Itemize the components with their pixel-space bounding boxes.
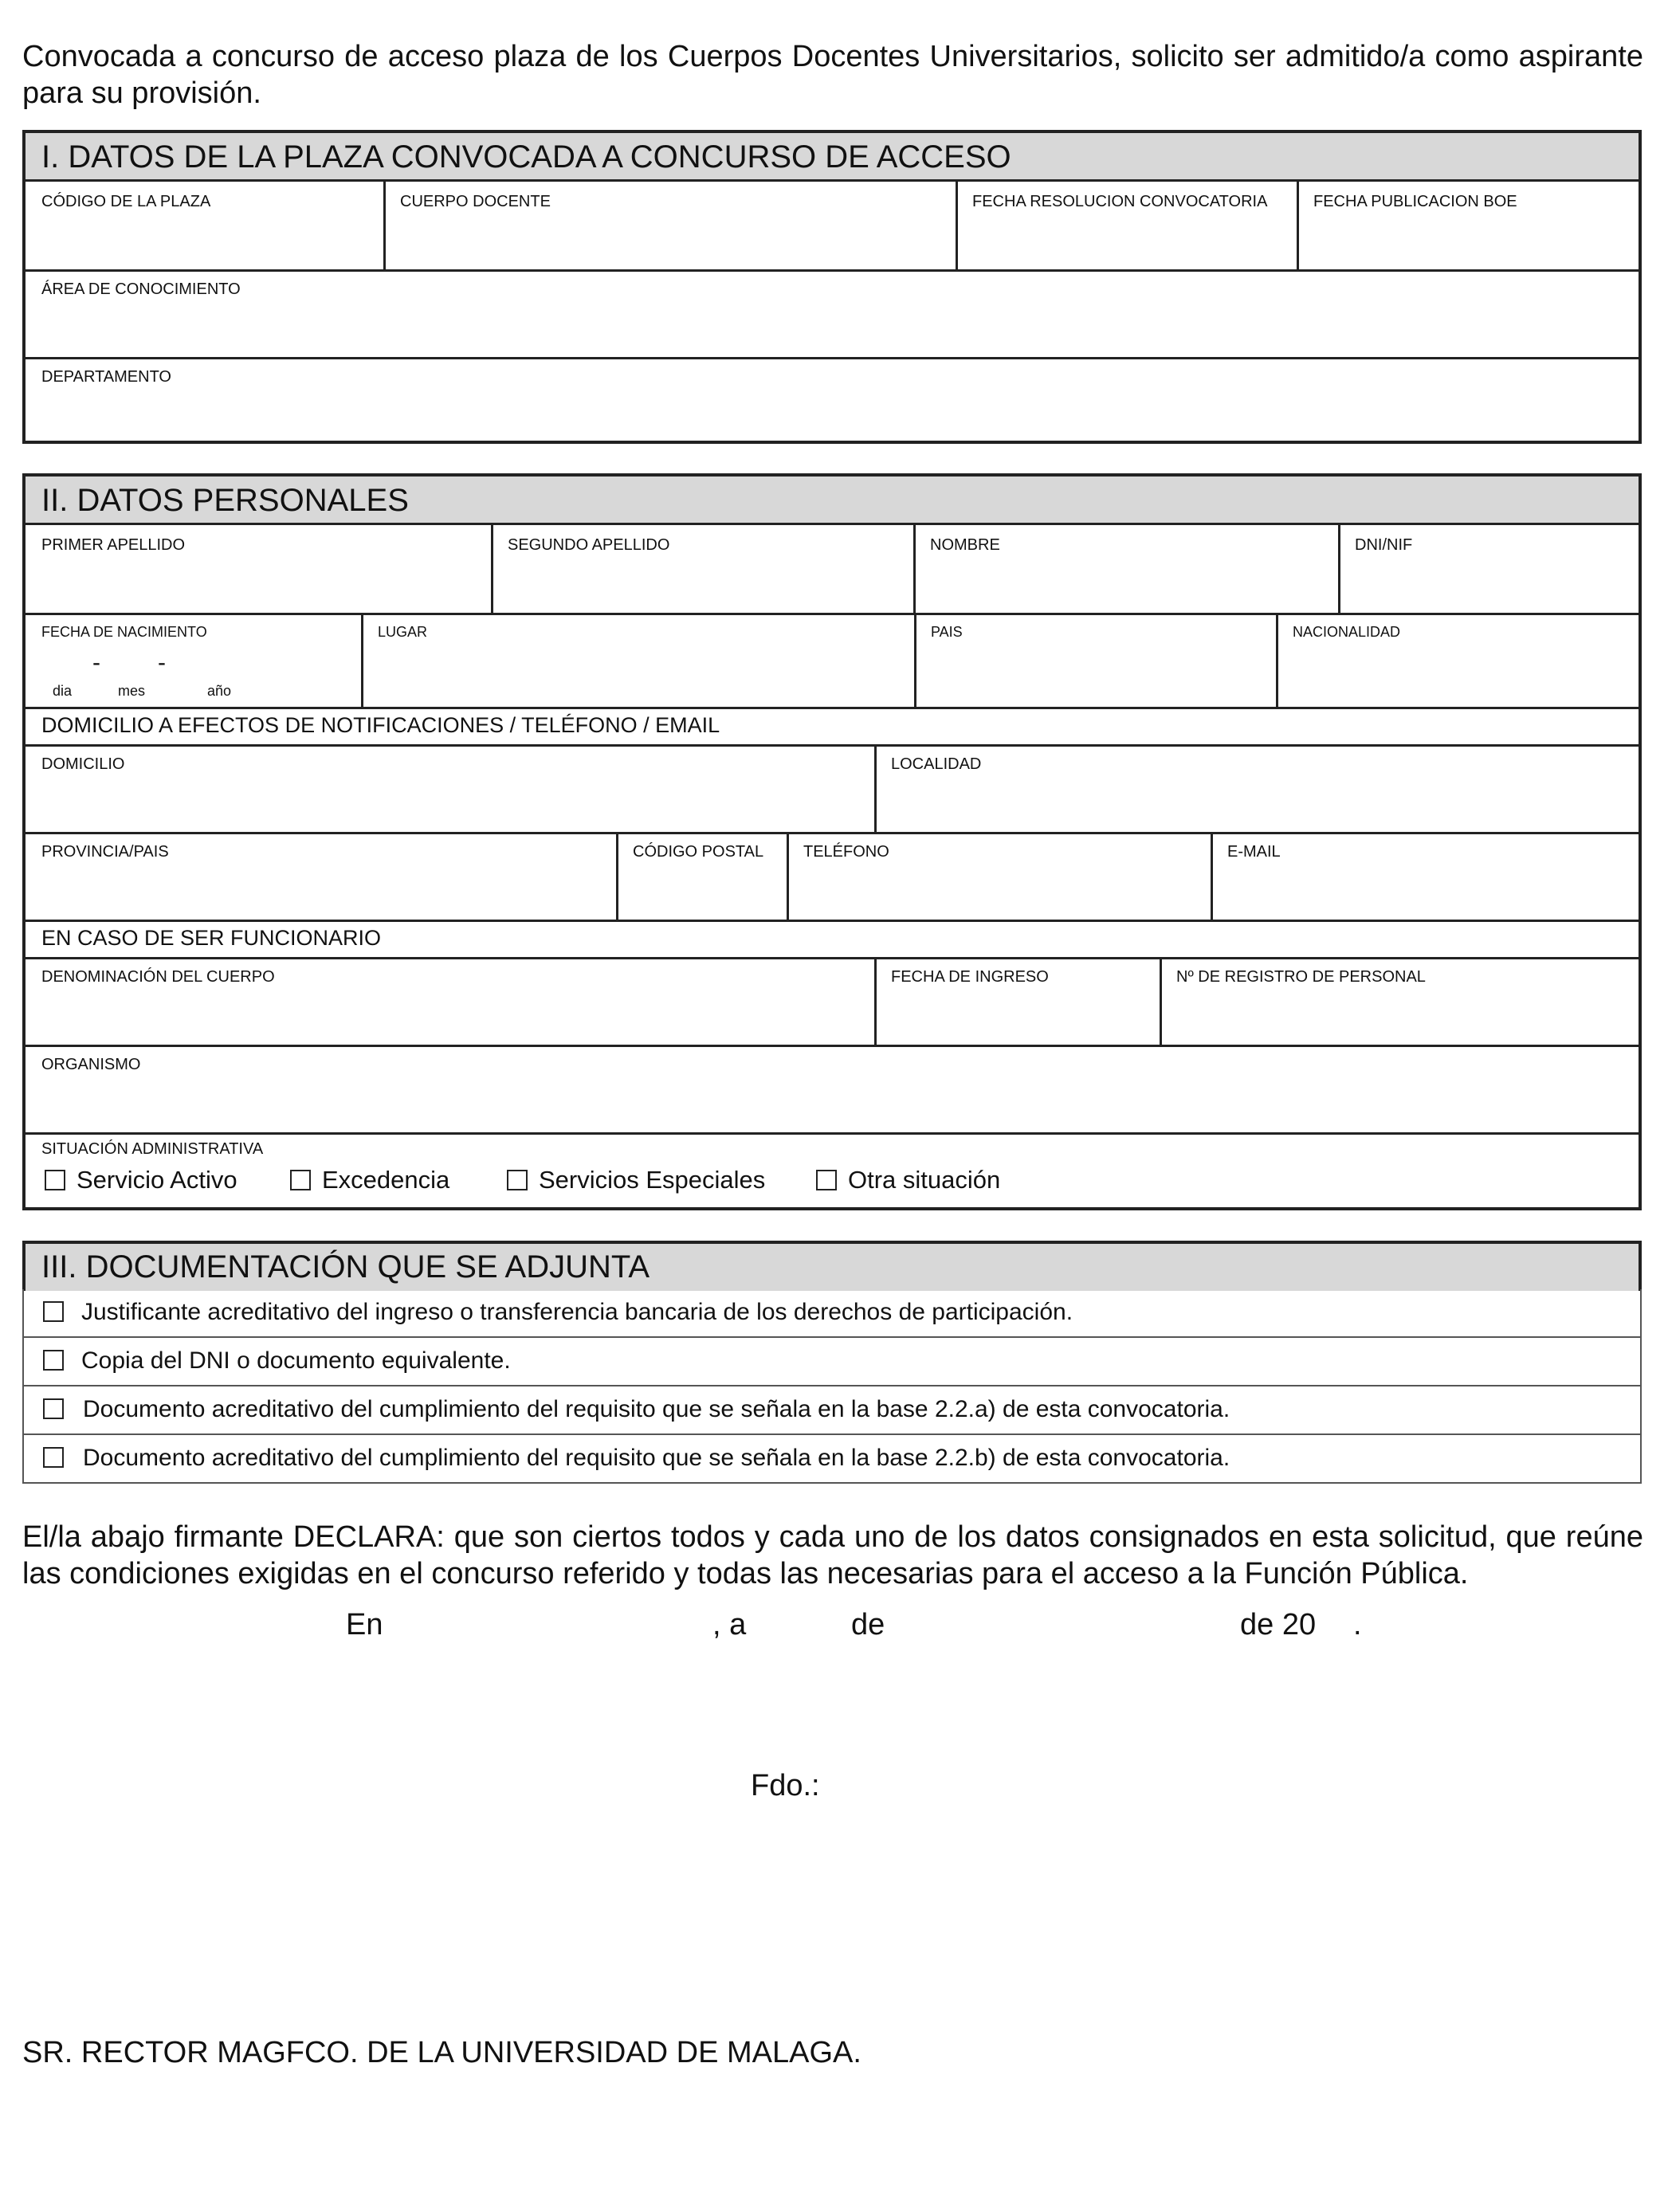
label-situacion-administrativa: SITUACIÓN ADMINISTRATIVA [41,1140,264,1158]
field-dni[interactable] [1339,525,1639,613]
label-mes: mes [118,683,146,699]
checkbox[interactable] [290,1170,311,1190]
field-domicilio[interactable] [26,744,875,832]
label-domicilio: DOMICILIO [41,755,125,773]
label-primer-apellido: PRIMER APELLIDO [41,536,186,554]
option-excedencia[interactable]: Excedencia [290,1166,449,1194]
label-nacionalidad: NACIONALIDAD [1293,624,1401,640]
doc-item-dni[interactable]: Copia del DNI o documento equivalente. [24,1338,1640,1386]
field-area-conocimiento[interactable] [26,269,1639,357]
year-de20-label: de 20 [1240,1608,1317,1641]
label-codigo-plaza: CÓDIGO DE LA PLAZA [41,193,211,210]
label-departamento: DEPARTAMENTO [41,368,171,386]
doc-item-requisito-b[interactable]: Documento acreditativo del cumplimiento del requisito que se señala en la base 2.2.b) de esta convocatoria. [24,1435,1640,1484]
field-codigo-postal[interactable] [617,832,787,920]
label-localidad: LOCALIDAD [891,755,982,773]
label-denominacion-cuerpo: DENOMINACIÓN DEL CUERPO [41,968,275,986]
date-separator: - [92,649,100,676]
date-end-dot: . [1353,1608,1362,1641]
place-a-label: , a [712,1608,747,1641]
label-pais: PAIS [931,624,963,640]
label-dia: dia [53,683,73,699]
checkbox[interactable] [43,1447,64,1468]
label-fecha-ingreso: FECHA DE INGRESO [891,968,1049,986]
section-datos-personales-title: II. DATOS PERSONALES [26,477,1639,525]
label-organismo: ORGANISMO [41,1056,141,1073]
label-dni: DNI/NIF [1355,536,1413,554]
section-plaza [22,130,1642,444]
doc-item-requisito-a[interactable]: Documento acreditativo del cumplimiento del requisito que se señala en la base 2.2.a) de esta convocatoria. [24,1386,1640,1435]
label-area-conocimiento: ÁREA DE CONOCIMIENTO [41,280,241,298]
label-nombre: NOMBRE [930,536,1000,554]
section-documentacion-title: III. DOCUMENTACIÓN QUE SE ADJUNTA [26,1244,1639,1291]
place-en-label: En [346,1608,383,1641]
date-separator: - [158,649,166,676]
field-pais[interactable] [915,613,1277,707]
checkbox[interactable] [45,1170,65,1190]
label-anio: año [207,683,232,699]
subheading-domicilio: DOMICILIO A EFECTOS DE NOTIFICACIONES / TELÉFONO / EMAIL [41,713,720,737]
field-fecha-publicacion[interactable] [1297,182,1640,269]
field-registro-personal[interactable] [1160,957,1639,1045]
label-segundo-apellido: SEGUNDO APELLIDO [508,536,670,554]
field-provincia[interactable] [26,832,617,920]
label-fecha-nacimiento: FECHA DE NACIMIENTO [41,624,207,640]
label-codigo-postal: CÓDIGO POSTAL [633,843,764,861]
section-datos-personales [22,473,1642,1210]
documentation-list [22,1289,1642,1484]
section-documentacion [22,1241,1642,1291]
checkbox[interactable] [43,1398,64,1419]
checkbox[interactable] [816,1170,837,1190]
field-telefono[interactable] [787,832,1211,920]
field-segundo-apellido[interactable] [492,525,914,613]
checkbox[interactable] [507,1170,528,1190]
field-situacion-administrativa [26,1132,1639,1207]
field-departamento[interactable] [26,357,1639,441]
field-fecha-resolucion[interactable] [956,182,1297,269]
addressee: SR. RECTOR MAGFCO. DE LA UNIVERSIDAD DE MALAGA. [22,2036,861,2069]
declaration-text: El/la abajo firmante DECLARA: que son ciertos todos y cada uno de los datos consignados en esta solicitud, que reúne las condiciones exigidas en el concurso referido y todas las necesarias para el acceso a la Función Pública. [22,1520,1643,1590]
field-lugar[interactable] [362,613,915,707]
field-cuerpo-docente[interactable] [384,182,956,269]
option-otra-situacion[interactable]: Otra situación [816,1166,1000,1194]
checkbox[interactable] [43,1350,64,1371]
field-fecha-ingreso[interactable] [875,957,1160,1045]
label-fecha-resolucion: FECHA RESOLUCION CONVOCATORIA [972,193,1268,210]
field-email[interactable] [1211,832,1639,920]
label-registro-personal: Nº DE REGISTRO DE PERSONAL [1176,968,1426,986]
option-servicios-especiales[interactable]: Servicios Especiales [507,1166,765,1194]
option-servicio-activo[interactable]: Servicio Activo [45,1166,237,1194]
subheading-funcionario: EN CASO DE SER FUNCIONARIO [41,926,382,950]
date-de-label: de [851,1608,885,1641]
doc-item-justificante[interactable]: Justificante acreditativo del ingreso o transferencia bancaria de los derechos de participación. [24,1289,1640,1338]
field-primer-apellido[interactable] [26,525,492,613]
label-cuerpo-docente: CUERPO DOCENTE [400,193,551,210]
checkbox[interactable] [43,1301,64,1322]
field-fecha-nacimiento[interactable] [26,613,362,707]
field-codigo-plaza[interactable] [26,182,384,269]
label-lugar: LUGAR [378,624,428,640]
intro-text: Convocada a concurso de acceso plaza de los Cuerpos Docentes Universitarios, solicito ser admitido/a como aspirante para su provisión. [22,40,1643,110]
label-telefono: TELÉFONO [803,843,889,861]
label-email: E-MAIL [1227,843,1281,861]
field-localidad[interactable] [875,744,1639,832]
label-provincia: PROVINCIA/PAIS [41,843,169,861]
field-nacionalidad[interactable] [1277,613,1639,707]
field-organismo[interactable] [26,1045,1639,1132]
label-fecha-publicacion: FECHA PUBLICACION BOE [1313,193,1517,210]
field-nombre[interactable] [914,525,1339,613]
section-plaza-title: I. DATOS DE LA PLAZA CONVOCADA A CONCURSO DE ACCESO [26,133,1639,182]
field-denominacion-cuerpo[interactable] [26,957,875,1045]
signature-label: Fdo.: [751,1769,820,1802]
